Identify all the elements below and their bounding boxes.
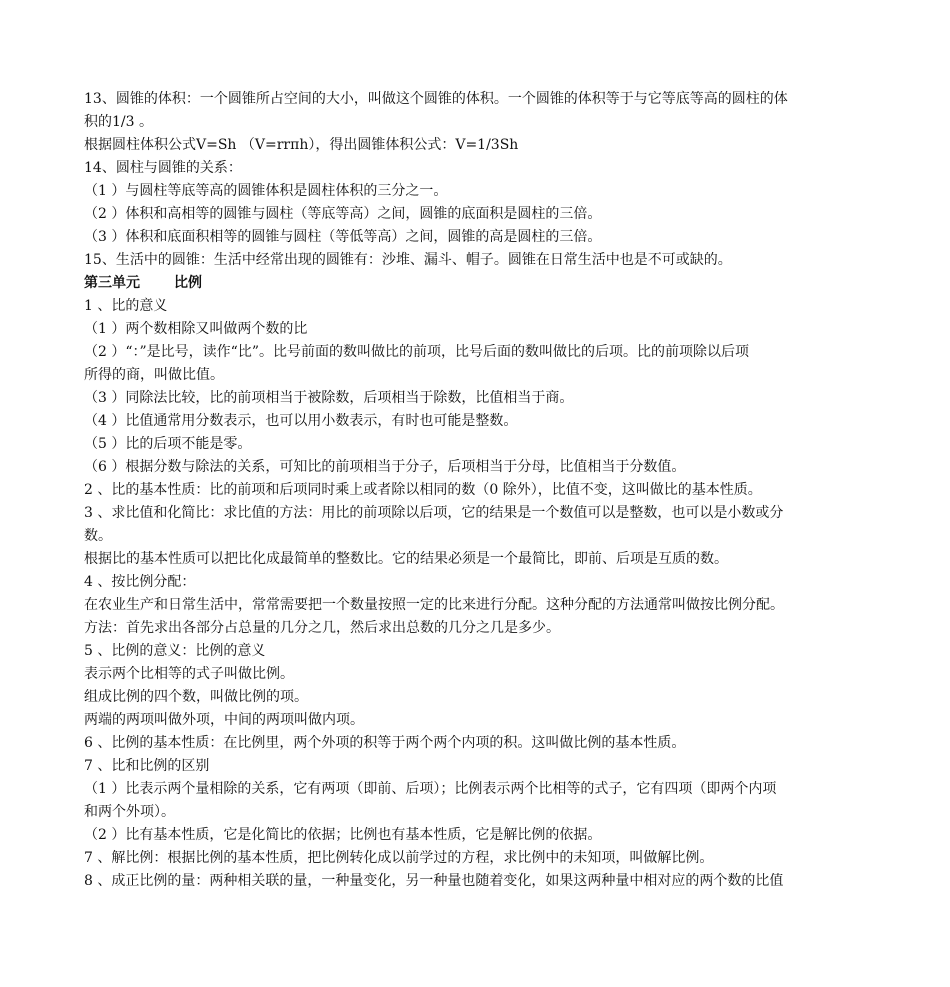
text-line: 数。 xyxy=(84,528,112,544)
text-line: （5 ）比的后项不能是零。 xyxy=(84,436,252,452)
text-line: （2 ）“：”是比号，读作“比”。比号前面的数叫做比的前项，比号后面的数叫做比的后项。比的前项除以后项 xyxy=(84,344,749,360)
text-line: 15、生活中的圆锥：生活中经常出现的圆锥有：沙堆、漏斗、帽子。圆锥在日常生活中也是不可或缺的。 xyxy=(84,252,732,268)
document-page xyxy=(84,88,864,893)
text-line: 所得的商，叫做比值。 xyxy=(84,367,224,383)
text-line: （2 ）比有基本性质，它是化简比的依据；比例也有基本性质，它是解比例的依据。 xyxy=(84,827,602,843)
text-line: 表示两个比相等的式子叫做比例。 xyxy=(84,666,294,682)
text-line: 2 、比的基本性质：比的前项和后项同时乘上或者除以相同的数（0 除外），比值不变，这叫做比的基本性质。 xyxy=(84,482,762,498)
text-line: 和两个外项）。 xyxy=(84,804,175,820)
text-line: 13、圆锥的体积：一个圆锥所占空间的大小，叫做这个圆锥的体积。一个圆锥的体积等于与它等底等高的圆柱的体 xyxy=(84,91,788,107)
text-line: （3 ）体积和底面积相等的圆锥与圆柱（等低等高）之间，圆锥的高是圆柱的三倍。 xyxy=(84,229,602,245)
text-line: 3 、求比值和化简比：求比值的方法：用比的前项除以后项，它的结果是一个数值可以是整数，也可以是小数或分 xyxy=(84,505,784,521)
text-line: 方法：首先求出各部分占总量的几分之几，然后求出总数的几分之几是多少。 xyxy=(84,620,560,636)
section-unit: 第三单元 xyxy=(84,275,140,291)
text-line: 7 、解比例：根据比例的基本性质，把比例转化成以前学过的方程，求比例中的未知项，叫做解比例。 xyxy=(84,850,714,866)
text-line: 在农业生产和日常生活中，常常需要把一个数量按照一定的比来进行分配。这种分配的方法通常叫做按比例分配。 xyxy=(84,597,784,613)
text-line: 5 、比例的意义：比例的意义 xyxy=(84,643,266,659)
text-line: 7 、比和比例的区别 xyxy=(84,758,210,774)
text-line: 组成比例的四个数，叫做比例的项。 xyxy=(84,689,308,705)
text-line: 根据比的基本性质可以把比化成最简单的整数比。它的结果必须是一个最简比，即前、后项是互质的数。 xyxy=(84,551,728,567)
text-line: 1 、比的意义 xyxy=(84,298,168,314)
text-line: 积的1/3 。 xyxy=(84,114,153,130)
text-line: 根据圆柱体积公式V=Sh （V=rrπh），得出圆锥体积公式：V=1/3Sh xyxy=(84,137,519,153)
text-line: （1 ）比表示两个量相除的关系，它有两项（即前、后项）；比例表示两个比相等的式子，它有四项（即两个内项 xyxy=(84,781,777,797)
text-line: 8 、成正比例的量：两种相关联的量，一种量变化，另一种量也随着变化，如果这两种量中相对应的两个数的比值 xyxy=(84,873,784,889)
text-line: 6 、比例的基本性质：在比例里，两个外项的积等于两个两个内项的积。这叫做比例的基本性质。 xyxy=(84,735,686,751)
text-line: （4 ）比值通常用分数表示，也可以用小数表示，有时也可能是整数。 xyxy=(84,413,518,429)
text-line: 两端的两项叫做外项，中间的两项叫做内项。 xyxy=(84,712,364,728)
text-line: （2 ）体积和高相等的圆锥与圆柱（等底等高）之间，圆锥的底面积是圆柱的三倍。 xyxy=(84,206,602,222)
text-line: 14、圆柱与圆锥的关系： xyxy=(84,160,242,176)
text-line: （3 ）同除法比较，比的前项相当于被除数，后项相当于除数，比值相当于商。 xyxy=(84,390,574,406)
text-line: （1 ）与圆柱等底等高的圆锥体积是圆柱体积的三分之一。 xyxy=(84,183,448,199)
text-line: 4 、按比例分配： xyxy=(84,574,196,590)
section-title: 比例 xyxy=(174,275,202,291)
section-heading xyxy=(84,272,864,295)
text-line: （6 ）根据分数与除法的关系，可知比的前项相当于分子，后项相当于分母，比值相当于分数值。 xyxy=(84,459,686,475)
text-line: （1 ）两个数相除又叫做两个数的比 xyxy=(84,321,308,337)
